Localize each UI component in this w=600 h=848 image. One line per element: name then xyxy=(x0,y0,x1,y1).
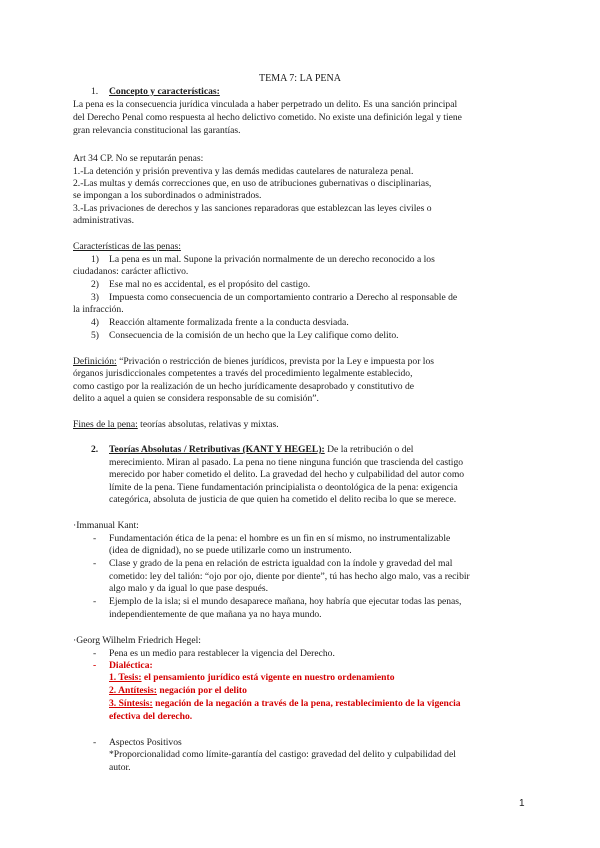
dialectica-sintesis xyxy=(109,698,461,710)
caracteristicas-heading: Características de las penas: xyxy=(73,241,181,252)
sintesis-label: 3. Síntesis: xyxy=(109,698,153,709)
section-2-line: categórica, absoluta de justicia de que quien ha cometido el delito reciba lo que se merece. xyxy=(109,494,457,505)
fines-line xyxy=(73,419,279,431)
art34-line: administrativas. xyxy=(73,215,135,226)
art34-line: Art 34 CP. No se reputarán penas: xyxy=(73,153,204,164)
list-item: Reacción altamente formalizada frente a la conducta desviada. xyxy=(109,317,349,328)
list-number: 4) xyxy=(91,317,99,328)
kant-line: Fundamentación ética de la pena: el hombre es un fin en sí mismo, no instrumentalizable xyxy=(109,533,451,544)
kant-heading: ·Immanual Kant: xyxy=(73,520,139,531)
definicion-line: órganos jurisdiccionales competentes a través del procedimiento legalmente establecido, xyxy=(73,368,413,379)
section-1-heading: Concepto y características: xyxy=(109,86,220,97)
dash-marker: - xyxy=(93,660,97,671)
sintesis-text-continued: efectiva del derecho. xyxy=(109,711,193,722)
dialectica-tesis xyxy=(109,672,395,684)
dash-marker: - xyxy=(93,558,97,569)
dialectica-label: Dialéctica: xyxy=(109,660,153,671)
list-item: ciudadanos: carácter aflictivo. xyxy=(73,266,189,277)
document-title: TEMA 7: LA PENA xyxy=(259,73,341,84)
hegel-line: Pena es un medio para restablecer la vigencia del Derecho. xyxy=(109,648,335,659)
tesis-text: el pensamiento jurídico está vigente en nuestro ordenamiento xyxy=(141,672,395,683)
art34-line: 1.-La detención y prisión preventiva y las demás medidas cautelares de naturaleza penal. xyxy=(73,166,414,177)
fines-label: Fines de la pena: xyxy=(73,419,138,430)
aspectos-heading: Aspectos Positivos xyxy=(109,737,182,748)
tesis-label: 1. Tesis: xyxy=(109,672,142,683)
section-1-line: del Derecho Penal como respuesta al hecho delictivo cometido. No existe una definición legal y tiene xyxy=(73,112,462,123)
art34-line: 2.-Las multas y demás correcciones que, en uso de atribuciones gubernativas o disciplinarias, xyxy=(73,178,432,189)
list-item: Impuesta como consecuencia de un comportamiento contrario a Derecho al responsable de xyxy=(109,292,458,303)
dash-marker: - xyxy=(93,648,97,659)
definicion-first-line xyxy=(73,356,434,368)
kant-line: algo malo y da igual lo que pase después. xyxy=(109,583,269,594)
section-1-line: gran relevancia constitucional las garantías. xyxy=(73,125,241,136)
page-number: 1 xyxy=(519,798,525,809)
dash-marker: - xyxy=(93,737,97,748)
art34-line: 3.-Las privaciones de derechos y las sanciones reparadoras que establezcan las leyes civiles o xyxy=(73,203,432,214)
kant-line: Clase y grado de la pena en relación de estricta igualdad con la índole y gravedad del mal xyxy=(109,558,453,569)
dash-marker: - xyxy=(93,533,97,544)
list-number: 5) xyxy=(91,330,99,341)
section-1-line: La pena es la consecuencia jurídica vinculada a haber perpetrado un delito. Es una sanción principal xyxy=(73,99,458,110)
proporcionalidad-line: *Proporcionalidad como límite-garantía del castigo: gravedad del delito y culpabilidad del xyxy=(109,749,456,760)
sintesis-text: negación de la negación a través de la pena, restablecimiento de la vigencia xyxy=(152,698,461,709)
definicion-text: “Privación o restricción de bienes jurídicos, prevista por la Ley e impuesta por los xyxy=(116,356,435,367)
list-number: 2) xyxy=(91,279,99,290)
section-2-number: 2. xyxy=(91,444,99,455)
fines-text: teorías absolutas, relativas y mixtas. xyxy=(137,419,279,430)
list-number: 1) xyxy=(91,254,99,265)
list-number: 3) xyxy=(91,292,99,303)
section-2-line: merecimiento. Miran al pasado. La pena no tiene ninguna función que trascienda del castigo xyxy=(109,457,464,468)
art34-line: se impongan a los subordinados o administrados. xyxy=(73,190,262,201)
section-2-line: merecido por haber cometido el delito. La gravedad del hecho y culpabilidad del autor como xyxy=(109,469,465,480)
kant-line: independientemente de que mañana ya no haya mundo. xyxy=(109,609,322,620)
list-item: Ese mal no es accidental, es el propósito del castigo. xyxy=(109,279,311,290)
definicion-line: delito a aquel a quien se considera responsable de su comisión”. xyxy=(73,393,319,404)
proporcionalidad-line: autor. xyxy=(109,762,131,773)
kant-line: (idea de dignidad), no se puede utilizarle como un instrumento. xyxy=(109,545,352,556)
section-2-line: límite de la pena. Tiene fundamentación principialista o deontológica de la pena: exigencia xyxy=(109,482,458,493)
section-2-heading: Teorías Absolutas / Retributivas (KANT Y HEGEL): xyxy=(109,444,325,455)
section-2-text: De la retribución o del xyxy=(324,444,414,455)
hegel-heading: ·Georg Wilhelm Friedrich Hegel: xyxy=(73,635,201,646)
definicion-line: como castigo por la realización de un hecho jurídicamente desaprobado y constitutivo de xyxy=(73,381,414,392)
section-2-first-line xyxy=(109,444,413,456)
antitesis-label: 2. Antítesis: xyxy=(109,685,157,696)
dialectica-antitesis xyxy=(109,685,247,697)
kant-line: Ejemplo de la isla; si el mundo desaparece mañana, hoy habría que ejecutar todas las penas, xyxy=(109,596,462,607)
definicion-label: Definición: xyxy=(73,356,117,367)
list-item: La pena es un mal. Supone la privación normalmente de un derecho reconocido a los xyxy=(109,254,435,265)
section-1-number: 1. xyxy=(91,86,99,97)
list-item: Consecuencia de la comisión de un hecho que la Ley califique como delito. xyxy=(109,330,399,341)
antitesis-text: negación por el delito xyxy=(156,685,247,696)
kant-line: cometido: ley del talión: “ojo por ojo, diente por diente”, tú has hecho algo malo, vas a recibir xyxy=(109,571,470,582)
dash-marker: - xyxy=(93,596,97,607)
list-item: la infracción. xyxy=(73,304,124,315)
